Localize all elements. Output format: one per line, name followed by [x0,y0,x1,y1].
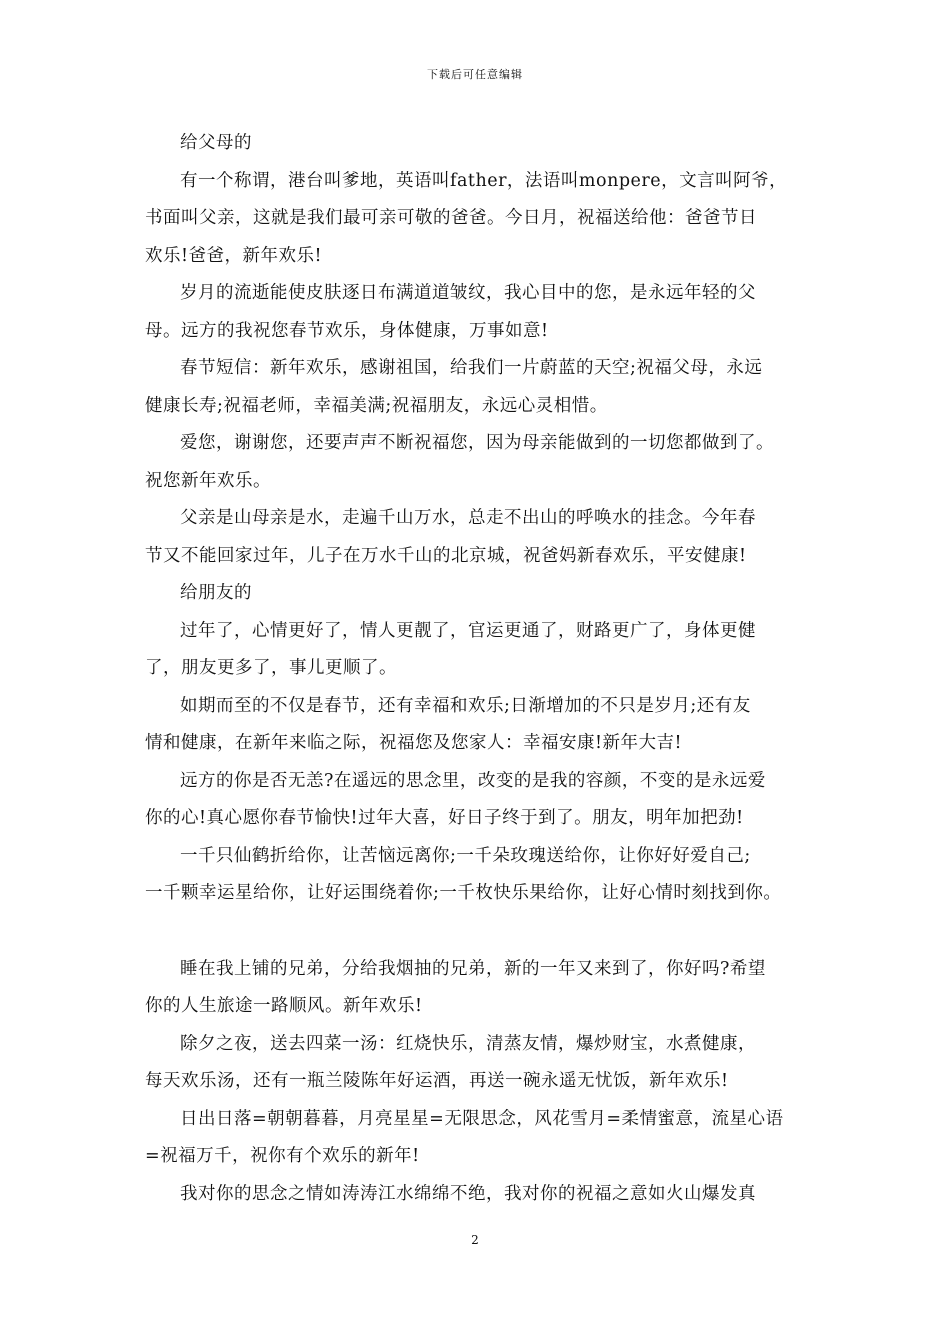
text-line: 日出日落=朝朝暮暮，月亮星星=无限思念，风花雪月=柔情蜜意，流星心语 [180,1108,784,1129]
document-body [145,125,815,1213]
text-line: 我对你的思念之情如涛涛江水绵绵不绝，我对你的祝福之意如火山爆发真 [180,1183,756,1204]
text-line: 了，朋友更多了，事儿更顺了。 [145,658,397,678]
text-line: 祝您新年欢乐。 [145,470,271,491]
text-line: 爱您，谢谢您，还要声声不断祝福您，因为母亲能做到的一切您都做到了。 [180,433,774,453]
text-line: 父亲是山母亲是水，走遍千山万水，总走不出山的呼唤水的挂念。今年春 [180,508,756,528]
text-line: 母。远方的我祝您春节欢乐，身体健康，万事如意! [145,320,549,341]
text-line: 有一个称谓，港台叫爹地，英语叫father，法语叫monpere，文言叫阿爷， [180,170,788,191]
text-line: 春节短信：新年欢乐，感谢祖国，给我们一片蔚蓝的天空;祝福父母，永远 [180,358,763,378]
blank-line [145,913,815,951]
text-line: 一千只仙鹤折给你，让苦恼远离你;一千朵玫瑰送给你，让你好好爱自己; [180,845,751,866]
text-line: =祝福万千，祝你有个欢乐的新年! [145,1146,420,1166]
text-line: 情和健康，在新年来临之际，祝福您及您家人：幸福安康!新年大吉! [145,733,683,753]
text-line: 一千颗幸运星给你，让好运围绕着你;一千枚快乐果给你，让好心情时刻找到你。 [145,883,782,903]
text-line: 你的人生旅途一路顺风。新年欢乐! [145,996,423,1016]
text-line: 你的心!真心愿你春节愉快!过年大喜，好日子终于到了。朋友，明年加把劲! [145,808,744,828]
text-line: 岁月的流逝能使皮肤逐日布满道道皱纹，我心目中的您，是永远年轻的父 [180,283,756,303]
text-line: 远方的你是否无恙?在遥远的思念里，改变的是我的容颜，不变的是永远爱 [180,770,766,791]
text-line: 除夕之夜，送去四菜一汤：红烧快乐，清蒸友情，爆炒财宝，水煮健康， [180,1033,756,1054]
text-line: 欢乐!爸爸，新年欢乐! [145,245,323,266]
page-header: 下载后可任意编辑 [427,68,523,81]
text-line: 健康长寿;祝福老师，幸福美满;祝福朋友，永远心灵相惜。 [145,395,608,416]
text-line: 书面叫父亲，这就是我们最可亲可敬的爸爸。今日月，祝福送给他：爸爸节日 [145,208,757,228]
text-line: 每天欢乐汤，还有一瓶兰陵陈年好运酒，再送一碗永遥无忧饭，新年欢乐! [145,1071,729,1091]
text-line: 睡在我上铺的兄弟，分给我烟抽的兄弟，新的一年又来到了，你好吗?希望 [180,958,766,979]
text-line: 给父母的 [180,133,252,153]
text-line: 过年了，心情更好了，情人更靓了，官运更通了，财路更广了，身体更健 [180,620,756,641]
text-line: 给朋友的 [180,583,252,603]
text-line: 节又不能回家过年，儿子在万水千山的北京城，祝爸妈新春欢乐，平安健康! [145,545,747,566]
text-line: 如期而至的不仅是春节，还有幸福和欢乐;日渐增加的不只是岁月;还有友 [180,695,751,716]
page-number: 2 [471,1233,479,1247]
